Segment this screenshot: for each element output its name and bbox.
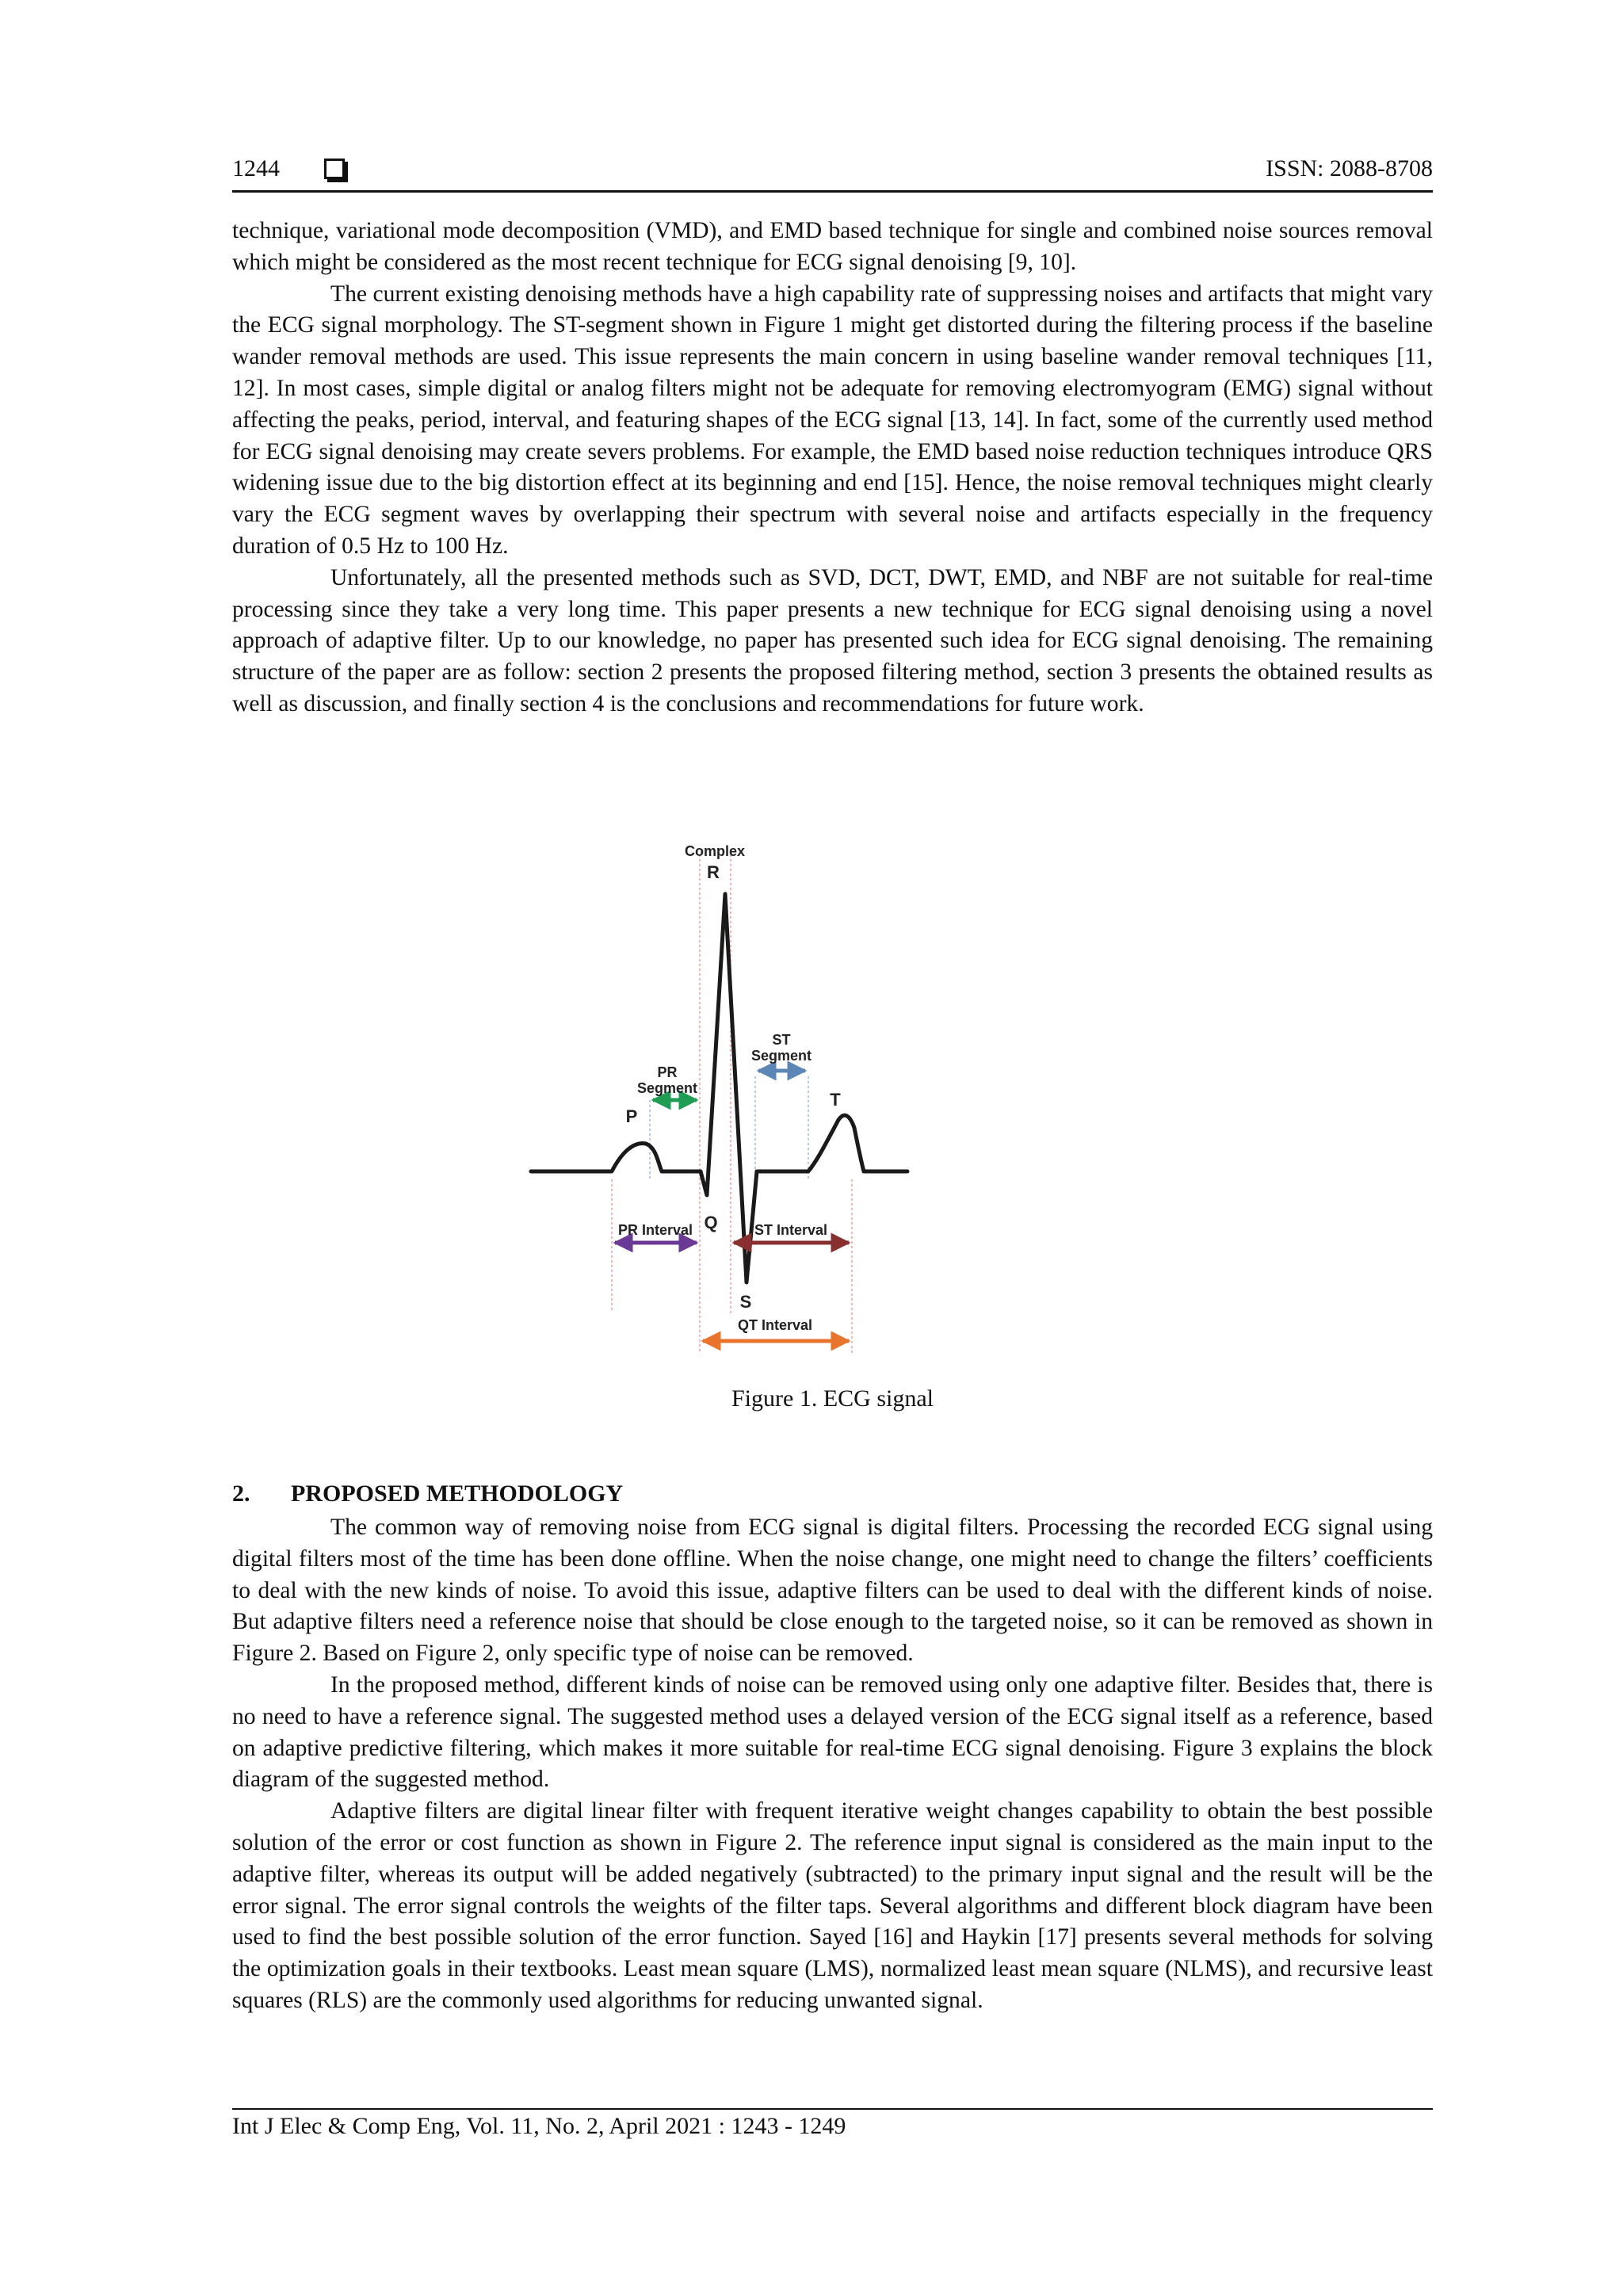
footer-citation: Int J Elec & Comp Eng, Vol. 11, No. 2, April 2021 : 1243 - 1249	[232, 2113, 846, 2139]
label-t: T	[830, 1090, 841, 1110]
body-text-bottom	[232, 1512, 1433, 2017]
page-header	[232, 155, 1433, 190]
square-bullet-icon	[324, 159, 345, 179]
paragraph: In the proposed method, different kinds of noise can be removed using only one adaptive filter. Besides that, there is no need to have a reference signal. The suggested method uses a delayed version of the ECG signal itself as a reference, based on adaptive predictive filtering, which makes it more suitable for real-time ECG signal denoising. Figure 3 explains the block diagram of the suggested method.	[232, 1671, 1433, 1793]
label-s: S	[739, 1292, 752, 1312]
label-complex: Complex	[684, 843, 746, 859]
issn: ISSN: 2088-8708	[1266, 155, 1433, 181]
label-p: P	[625, 1106, 638, 1126]
footer-rule	[232, 2108, 1433, 2110]
page-number: 1244	[232, 155, 280, 181]
label-pr-interval: PR Interval	[617, 1222, 693, 1238]
header-rule	[232, 190, 1433, 193]
paragraph: The current existing denoising methods have a high capability rate of suppressing noises and artifacts that might vary the ECG signal morphology. The ST-segment shown in Figure 1 might get distorted during the filtering process if the baseline wander removal methods are used. This issue represents the main concern in using baseline wander removal techniques [11, 12]. In most cases, simple digital or analog filters might not be adequate for removing electromyogram (EMG) signal without affecting the peaks, period, interval, and featuring shapes of the ECG signal [13, 14]. In fact, some of the currently used method for ECG signal denoising may create severs problems. For example, the EMD based noise reduction techniques introduce QRS widening issue due to the big distortion effect at its beginning and end [15]. Hence, the noise removal techniques might clearly vary the ECG segment waves by overlapping their spectrum with several noise and artifacts especially in the frequency duration of 0.5 Hz to 100 Hz.	[232, 281, 1433, 559]
section-title: PROPOSED METHODOLOGY	[291, 1480, 624, 1507]
guide-lines	[612, 854, 852, 1354]
paragraph: Adaptive filters are digital linear filter with frequent iterative weight changes capability to obtain the best possible solution of the error or cost function as shown in Figure 2. The reference input signal is considered as the main input to the adaptive filter, whereas its output will be added negatively (subtracted) to the primary input signal and the result will be the error signal. The error signal controls the weights of the filter taps. Several algorithms and different block diagram have been used to find the best possible solution of the error function. Sayed [16] and Haykin [17] presents several methods for solving the optimization goals in their textbooks. Least mean square (LMS), normalized least mean square (NLMS), and recursive least squares (RLS) are the commonly used algorithms for reducing unwanted signal.	[232, 1798, 1433, 2013]
ecg-figure	[523, 839, 1141, 1363]
section-number: 2.	[232, 1480, 250, 1507]
label-pr-segment-1: PR	[657, 1064, 678, 1080]
label-r: R	[707, 862, 720, 882]
label-qt-interval: QT Interval	[737, 1317, 813, 1333]
ecg-trace	[531, 894, 907, 1282]
figure-caption: Figure 1. ECG signal	[731, 1385, 934, 1412]
label-q: Q	[704, 1213, 718, 1232]
label-st-segment-1: ST	[772, 1032, 791, 1048]
body-text-top	[232, 216, 1433, 720]
label-st-interval: ST Interval	[754, 1222, 828, 1238]
paragraph: Unfortunately, all the presented methods such as SVD, DCT, DWT, EMD, and NBF are not suitable for real-time processing since they take a very long time. This paper presents a new technique for ECG signal denoising using a novel approach of adaptive filter. Up to our knowledge, no paper has presented such idea for ECG signal denoising. The remaining structure of the paper are as follow: section 2 presents the proposed filtering method, section 3 presents the obtained results as well as discussion, and finally section 4 is the conclusions and recommendations for future work.	[232, 564, 1433, 716]
paragraph: technique, variational mode decomposition (VMD), and EMD based technique for single and combined noise sources removal which might be considered as the most recent technique for ECG signal denoising [9, 10].	[232, 218, 1433, 275]
label-st-segment-2: Segment	[750, 1048, 812, 1064]
paragraph: The common way of removing noise from ECG signal is digital filters. Processing the recorded ECG signal using digital filters most of the time has been done offline. When the noise change, one might need to change the filters’ coefficients to deal with the new kinds of noise. To avoid this issue, adaptive filters can be used to deal with the different kinds of noise. But adaptive filters need a reference noise that should be close enough to the targeted noise, so it can be removed as shown in Figure 2. Based on Figure 2, only specific type of noise can be removed.	[232, 1515, 1433, 1667]
section-heading	[232, 1480, 623, 1507]
label-pr-segment-2: Segment	[636, 1080, 698, 1096]
